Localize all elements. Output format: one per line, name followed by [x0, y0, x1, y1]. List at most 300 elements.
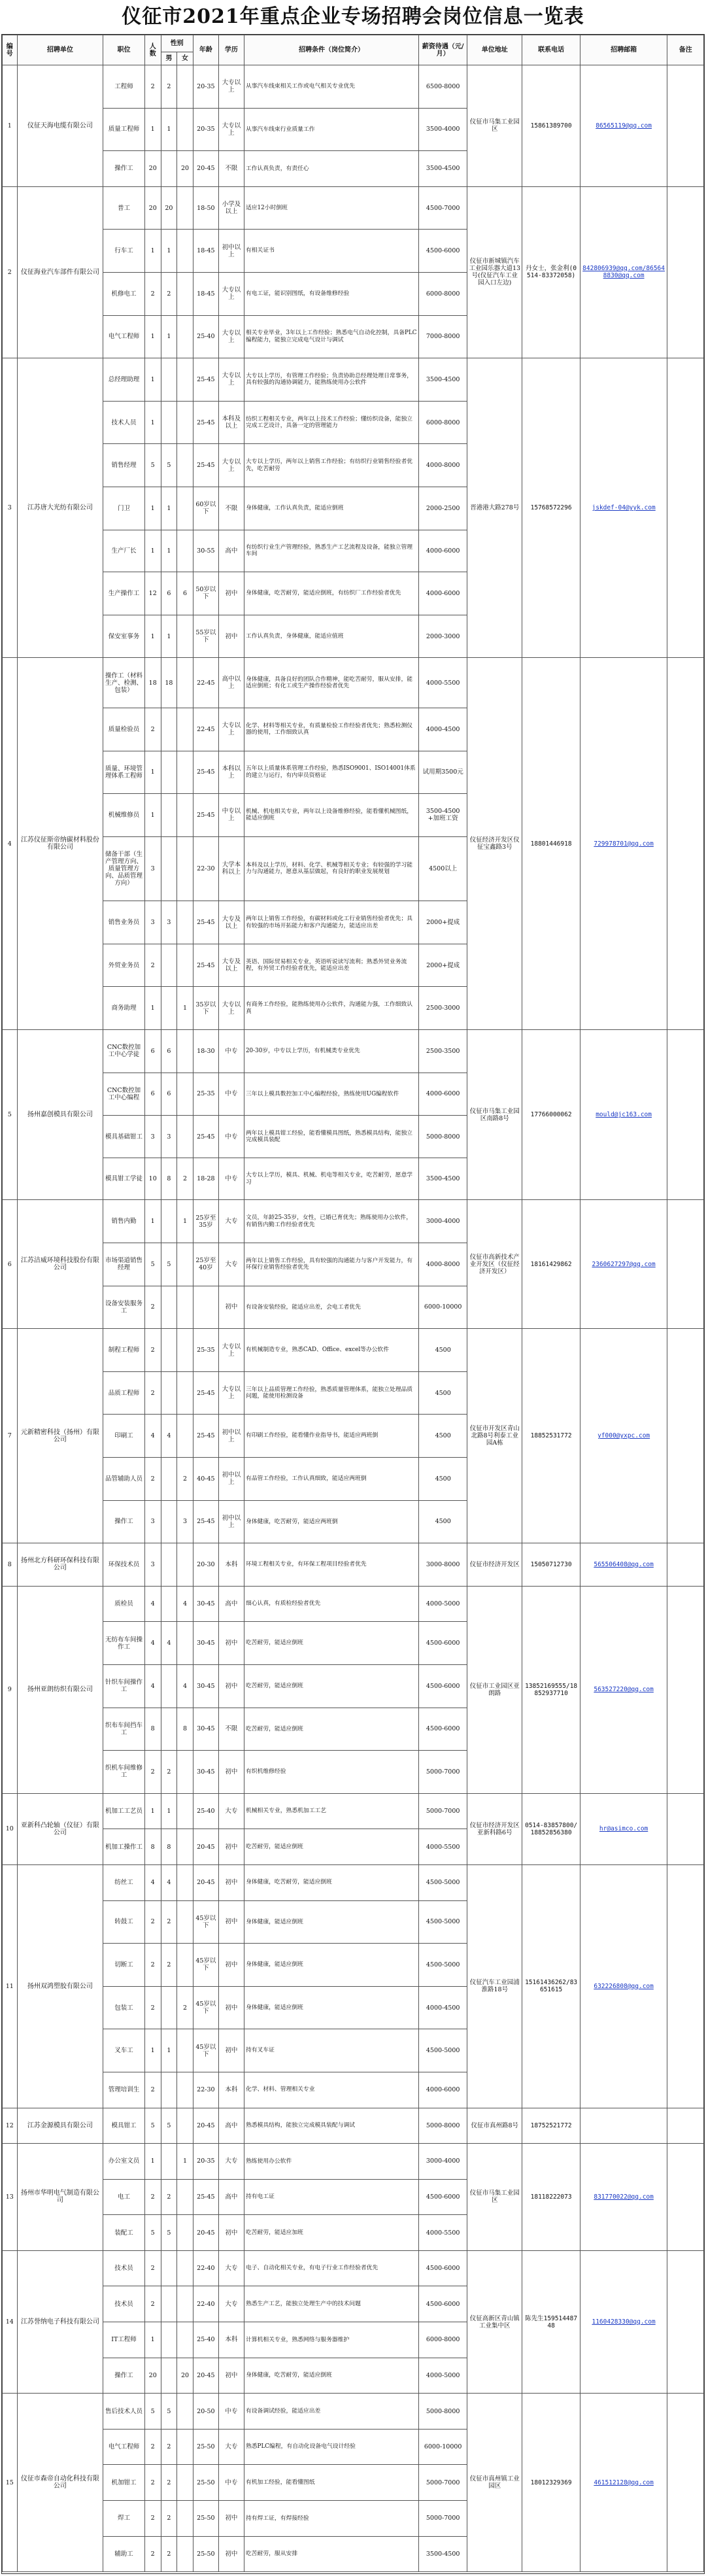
requirements-cell: 工作认真负责，身体健康，能适应值班	[244, 615, 418, 658]
remark-cell	[667, 2144, 704, 2251]
salary-cell: 4500-5000	[419, 1944, 467, 1987]
education-cell: 初中	[218, 572, 244, 615]
male-count-cell: 5	[161, 1243, 177, 1286]
female-count-cell	[177, 2322, 193, 2358]
remark-cell	[667, 1586, 704, 1793]
table-row	[3, 2144, 704, 2180]
education-cell: 初中以上	[218, 230, 244, 273]
company-address: 仪征市经济开发区	[467, 1543, 522, 1587]
education-cell: 大专以上	[218, 272, 244, 315]
female-count-cell	[177, 1116, 193, 1158]
age-cell: 18-30	[193, 1030, 218, 1073]
company-number: 6	[3, 1200, 18, 1329]
count-cell: 2	[144, 1751, 161, 1794]
age-cell: 55岁以下	[193, 615, 218, 658]
position-cell: 质检员	[103, 1586, 145, 1622]
male-count-cell: 1	[161, 2029, 177, 2072]
company-email-link[interactable]: 729978701@qq.com	[580, 658, 667, 1030]
count-cell: 1	[144, 2322, 161, 2358]
company-email-link[interactable]: hr@asimco.com	[580, 1793, 667, 1864]
salary-cell: 试用期3500元	[419, 751, 467, 794]
male-count-cell: 2	[161, 1900, 177, 1944]
salary-cell: 4500-5000	[419, 2029, 467, 2072]
position-cell: 质量、环境管理体系工程师	[103, 751, 145, 794]
male-count-cell: 5	[161, 2215, 177, 2251]
position-cell: 售后技术人员	[103, 2394, 145, 2430]
company-email-link[interactable]: 565506408@qq.com	[580, 1543, 667, 1587]
count-cell: 1	[144, 358, 161, 402]
education-cell: 不限	[218, 1708, 244, 1751]
age-cell: 25-45	[193, 1500, 218, 1543]
age-cell: 18-50	[193, 186, 218, 230]
male-count-cell: 2	[161, 2501, 177, 2537]
company-number: 8	[3, 1543, 18, 1587]
male-count-cell	[161, 1543, 177, 1587]
male-count-cell: 6	[161, 1030, 177, 1073]
male-count-cell	[161, 2322, 177, 2358]
male-count-cell	[161, 2072, 177, 2108]
salary-cell: 3500-4000	[419, 108, 467, 151]
header-company: 招聘单位	[17, 35, 103, 65]
male-count-cell	[161, 2286, 177, 2322]
requirements-cell: 有纺织行业生产管理经验，熟悉生产工艺流程及设备，能独立管理车间	[244, 530, 418, 572]
salary-cell: 3000-8000	[419, 1543, 467, 1587]
company-email-link[interactable]: 632226808@qq.com	[580, 1864, 667, 2108]
male-count-cell	[161, 1664, 177, 1708]
company-number: 2	[3, 186, 18, 358]
education-cell: 初中	[218, 1751, 244, 1794]
education-cell: 初中	[218, 1286, 244, 1329]
job-table	[2, 35, 704, 2572]
salary-cell: 5000-8000	[419, 2108, 467, 2144]
count-cell: 10	[144, 1158, 161, 1200]
salary-cell: 4000-8000	[419, 444, 467, 487]
position-cell: 织机车间维修工	[103, 1751, 145, 1794]
header-male: 男	[161, 52, 177, 65]
female-count-cell	[177, 1622, 193, 1665]
company-email-link[interactable]: jskdef-04@yyk.com	[580, 358, 667, 658]
count-cell: 18	[144, 658, 161, 708]
position-cell: 叉车工	[103, 2029, 145, 2072]
count-cell: 5	[144, 2215, 161, 2251]
company-email-link[interactable]: 461512128@qq.com	[580, 2394, 667, 2572]
company-number: 4	[3, 658, 18, 1030]
position-cell: 商务助理	[103, 987, 145, 1030]
age-cell: 25-50	[193, 2465, 218, 2501]
count-cell: 1	[144, 530, 161, 572]
position-cell: 总经理助理	[103, 358, 145, 402]
count-cell: 1	[144, 230, 161, 273]
count-cell: 2	[144, 1286, 161, 1329]
male-count-cell	[161, 987, 177, 1030]
education-cell: 大专以上	[218, 444, 244, 487]
male-count-cell: 3	[161, 1116, 177, 1158]
position-cell: 模具钳工学徒	[103, 1158, 145, 1200]
requirements-cell: 大专以上学历，两年以上销售工作经验；有纺织行业销售经验者优先，吃苦耐劳	[244, 444, 418, 487]
education-cell: 高中	[218, 1586, 244, 1622]
header-edu: 学历	[218, 35, 244, 65]
position-cell: 针织车间操作工	[103, 1664, 145, 1708]
age-cell: 22-40	[193, 2286, 218, 2322]
female-count-cell	[177, 2029, 193, 2072]
company-address: 晋港港大路278号	[467, 358, 522, 658]
count-cell: 3	[144, 901, 161, 944]
count-cell: 1	[144, 751, 161, 794]
company-email-link[interactable]	[580, 2108, 667, 2144]
position-cell: 设备安装服务工	[103, 1286, 145, 1329]
age-cell: 30-45	[193, 1664, 218, 1708]
count-cell: 20	[144, 2358, 161, 2394]
position-cell: 管理培训生	[103, 2072, 145, 2108]
requirements-cell: 两年以上销售工作经验，有碳材料或化工行业销售经验者优先；具有较强的市场开拓能力和客户沟通能力，能适应出差	[244, 901, 418, 944]
education-cell: 中专	[218, 1116, 244, 1158]
company-email-link[interactable]: 831770022@qq.com	[580, 2144, 667, 2251]
requirements-cell: 身体健康，能适应倒班	[244, 1900, 418, 1944]
education-cell: 初中	[218, 1622, 244, 1665]
female-count-cell	[177, 1751, 193, 1794]
table-row	[3, 1030, 704, 1073]
education-cell: 初中	[218, 2536, 244, 2572]
salary-cell: 4500-6000	[419, 2286, 467, 2322]
female-count-cell	[177, 186, 193, 230]
education-cell: 大专以上	[218, 1371, 244, 1415]
count-cell: 1	[144, 315, 161, 358]
salary-cell: 2500-3500	[419, 1030, 467, 1073]
salary-cell: 4000-6000	[419, 2072, 467, 2108]
requirements-cell: 有品管工作经验，工作认真细致，能适应两班倒	[244, 1458, 418, 1501]
company-email-link[interactable]: 1160428330@qq.com	[580, 2250, 667, 2393]
male-count-cell	[161, 751, 177, 794]
position-cell: 储备干部（生产管理方向、质量管理方向、品质管理方向）	[103, 836, 145, 901]
requirements-cell: 化学、材料等相关专业，有质量检验工作经验者优先；熟悉检测仪器的使用，工作细致认真	[244, 708, 418, 751]
requirements-cell: 身体健康，吃苦耐劳，能适应倒班	[244, 1864, 418, 1900]
education-cell: 大专以上	[218, 708, 244, 751]
male-count-cell	[161, 2144, 177, 2180]
position-cell: 质量工程师	[103, 108, 145, 151]
age-cell: 25-45	[193, 751, 218, 794]
male-count-cell	[161, 1200, 177, 1243]
company-number: 13	[3, 2144, 18, 2251]
company-email-link[interactable]: 86565119@qq.com	[580, 65, 667, 187]
position-cell: IT工程师	[103, 2322, 145, 2358]
requirements-cell: 英语、国际贸易相关专业，英语听说读写流利；熟悉外贸业务流程，有外贸工作经验者优先，能适应出差	[244, 944, 418, 987]
job-table-wrapper	[1, 34, 705, 2574]
age-cell: 25-45	[193, 358, 218, 402]
count-cell: 3	[144, 1500, 161, 1543]
position-cell: 行车工	[103, 230, 145, 273]
male-count-cell	[161, 1586, 177, 1622]
remark-cell	[667, 1200, 704, 1329]
male-count-cell	[161, 2358, 177, 2394]
female-count-cell: 3	[177, 1500, 193, 1543]
company-contact: 18161429862	[522, 1200, 580, 1329]
education-cell: 中专	[218, 1158, 244, 1200]
female-count-cell	[177, 272, 193, 315]
requirements-cell: 吃苦耐劳，能适应倒班	[244, 1708, 418, 1751]
table-row	[3, 1586, 704, 1622]
female-count-cell	[177, 2215, 193, 2251]
male-count-cell: 8	[161, 1158, 177, 1200]
position-cell: 普工	[103, 186, 145, 230]
company-address: 仪征市开发区青山北路8号利泰工业园A栋	[467, 1329, 522, 1543]
requirements-cell: 电子、自动化相关专业，有电子行业工作经验者优先	[244, 2250, 418, 2286]
age-cell: 20-45	[193, 1829, 218, 1865]
female-count-cell: 20	[177, 2358, 193, 2394]
salary-cell: 3500-4500	[419, 151, 467, 187]
education-cell: 大专及以上	[218, 944, 244, 987]
remark-cell	[667, 1030, 704, 1200]
position-cell: 市场渠道销售经理	[103, 1243, 145, 1286]
company-email-link[interactable]: 2360627297@qq.com	[580, 1200, 667, 1329]
age-cell: 25-40	[193, 1793, 218, 1829]
count-cell: 1	[144, 108, 161, 151]
female-count-cell	[177, 1371, 193, 1415]
table-row	[3, 65, 704, 109]
count-cell: 2	[144, 272, 161, 315]
position-cell: 纺丝工	[103, 1864, 145, 1900]
count-cell: 20	[144, 151, 161, 187]
company-contact: 18801446918	[522, 658, 580, 1030]
position-cell: 模具基础钳工	[103, 1116, 145, 1158]
requirements-cell: 身体健康，具备良好的团队合作精神，能吃苦耐劳，服从安排，能适应倒班；有化工或生产操作经验者优先	[244, 658, 418, 708]
count-cell: 2	[144, 2286, 161, 2322]
salary-cell: 6000-8000	[419, 401, 467, 444]
header-remark: 备注	[667, 35, 704, 65]
count-cell: 1	[144, 401, 161, 444]
requirements-cell: 有相关证书	[244, 230, 418, 273]
salary-cell: 4000-4500	[419, 708, 467, 751]
remark-cell	[667, 2394, 704, 2572]
position-cell: 机加钳工	[103, 2465, 145, 2501]
header-req: 招聘条件（岗位简介）	[244, 35, 418, 65]
requirements-cell: 持有叉车证	[244, 2029, 418, 2072]
male-count-cell	[161, 836, 177, 901]
requirements-cell: 文员，年龄25-35岁，女性，已婚已育优先；熟练使用办公软件，有销售内勤工作经验者优先	[244, 1200, 418, 1243]
table-row	[3, 2108, 704, 2144]
requirements-cell: 身体健康，吃苦耐劳，能适应两班倒	[244, 1500, 418, 1543]
position-cell: 装配工	[103, 2215, 145, 2251]
requirements-cell: 有设备安装经验，能适应出差，会电工者优先	[244, 1286, 418, 1329]
remark-cell	[667, 1793, 704, 1864]
age-cell: 20-30	[193, 1543, 218, 1587]
age-cell: 25-40	[193, 315, 218, 358]
count-cell: 2	[144, 708, 161, 751]
position-cell: 技术员	[103, 2286, 145, 2322]
education-cell: 大专以上	[218, 108, 244, 151]
age-cell	[193, 1286, 218, 1329]
salary-cell: 4500-6000	[419, 1708, 467, 1751]
female-count-cell	[177, 2072, 193, 2108]
company-number: 9	[3, 1586, 18, 1793]
education-cell: 初中	[218, 2029, 244, 2072]
age-cell: 25-45	[193, 901, 218, 944]
count-cell: 2	[144, 1458, 161, 1501]
female-count-cell	[177, 315, 193, 358]
company-contact: 陈先生15951448748	[522, 2250, 580, 2393]
education-cell: 初中以上	[218, 1500, 244, 1543]
education-cell: 大专	[218, 1200, 244, 1243]
age-cell: 18-28	[193, 1158, 218, 1200]
header-address: 单位地址	[467, 35, 522, 65]
education-cell: 大专	[218, 2429, 244, 2465]
age-cell: 45岁以下	[193, 2029, 218, 2072]
count-cell: 1	[144, 615, 161, 658]
female-count-cell	[177, 1073, 193, 1116]
salary-cell: 2000-2500	[419, 487, 467, 530]
age-cell: 20-35	[193, 108, 218, 151]
salary-cell: 3500-4500+加班工资	[419, 794, 467, 837]
company-contact: 18118222073	[522, 2144, 580, 2251]
requirements-cell: 熟悉模具结构，能独立完成模具装配与调试	[244, 2108, 418, 2144]
education-cell: 高中以上	[218, 658, 244, 708]
education-cell: 中专	[218, 2465, 244, 2501]
table-row	[3, 186, 704, 230]
age-cell: 35岁以下	[193, 987, 218, 1030]
age-cell: 50岁以下	[193, 572, 218, 615]
company-address: 仪征市真州路8号	[467, 2108, 522, 2144]
salary-cell: 2000-3000	[419, 615, 467, 658]
count-cell: 2	[144, 1900, 161, 1944]
salary-cell: 4000-8000	[419, 1243, 467, 1286]
company-name: 江苏金源模具有限公司	[17, 2108, 103, 2144]
education-cell: 初中	[218, 1986, 244, 2029]
company-contact: 15050712730	[522, 1543, 580, 1587]
position-cell: 转鼓工	[103, 1900, 145, 1944]
salary-cell: 4000-5500	[419, 2215, 467, 2251]
age-cell: 60岁以下	[193, 487, 218, 530]
requirements-cell: 持有焊工证，有焊接经验	[244, 2501, 418, 2537]
salary-cell: 4000-6000	[419, 530, 467, 572]
requirements-cell: 工作认真负责，有责任心	[244, 151, 418, 187]
count-cell: 2	[144, 1329, 161, 1372]
table-body	[3, 65, 704, 2572]
male-count-cell: 1	[161, 1793, 177, 1829]
age-cell: 18-45	[193, 230, 218, 273]
male-count-cell: 2	[161, 1751, 177, 1794]
requirements-cell: 熟练使用办公软件	[244, 2144, 418, 2180]
company-email-link[interactable]: 563527220@qq.com	[580, 1586, 667, 1793]
position-cell: 办公室文员	[103, 2144, 145, 2180]
requirements-cell: 细心认真，有质检经验者优先	[244, 1586, 418, 1622]
company-address: 仪征市真州镇工业园区	[467, 2394, 522, 2572]
company-number: 14	[3, 2250, 18, 2393]
female-count-cell	[177, 530, 193, 572]
salary-cell: 6000-10000	[419, 2429, 467, 2465]
salary-cell: 4500以上	[419, 836, 467, 901]
requirements-cell: 身体健康，吃苦耐劳，能适应倒班	[244, 2358, 418, 2394]
male-count-cell: 2	[161, 272, 177, 315]
education-cell: 初中以上	[218, 1415, 244, 1458]
count-cell: 3	[144, 1543, 161, 1587]
age-cell: 30-45	[193, 1751, 218, 1794]
position-cell: 电气工程师	[103, 2429, 145, 2465]
table-row	[3, 1329, 704, 1372]
age-cell: 22-30	[193, 2072, 218, 2108]
requirements-cell: 五年以上质量体系管理工作经验，熟悉ISO9001、ISO14001体系的建立与运行，有内审员资格证	[244, 751, 418, 794]
count-cell: 1	[144, 987, 161, 1030]
female-count-cell	[177, 708, 193, 751]
salary-cell: 6000-10000	[419, 1286, 467, 1329]
position-cell: 电气工程师	[103, 315, 145, 358]
position-cell: 织布车间挡车工	[103, 1708, 145, 1751]
company-email-link[interactable]: yf000@yxpc.com	[580, 1329, 667, 1543]
salary-cell: 6000-8000	[419, 272, 467, 315]
education-cell: 初中	[218, 2358, 244, 2394]
company-name: 扬州嘉创模具有限公司	[17, 1030, 103, 1200]
company-address: 仪征市新城镇汽车工业园乐器大道13号(仪征汽车工业园入口左边)	[467, 186, 522, 358]
requirements-cell: 有织机维修经验	[244, 1751, 418, 1794]
position-cell: 操作工	[103, 1500, 145, 1543]
male-count-cell	[161, 1458, 177, 1501]
table-row	[3, 2394, 704, 2430]
female-count-cell	[177, 1543, 193, 1587]
company-contact: 丹女士，张金利(0514-83372058)	[522, 186, 580, 358]
remark-cell	[667, 2250, 704, 2393]
count-cell: 4	[144, 1864, 161, 1900]
female-count-cell	[177, 2536, 193, 2572]
count-cell: 2	[144, 2179, 161, 2215]
position-cell: 操作工	[103, 2358, 145, 2394]
position-cell: 模具钳工	[103, 2108, 145, 2144]
female-count-cell	[177, 2465, 193, 2501]
count-cell: 2	[144, 2072, 161, 2108]
company-address: 仪征市马集工业园区	[467, 2144, 522, 2251]
female-count-cell	[177, 615, 193, 658]
male-count-cell: 3	[161, 901, 177, 944]
position-cell: 工程师	[103, 65, 145, 109]
male-count-cell: 20	[161, 186, 177, 230]
position-cell: 销售经理	[103, 444, 145, 487]
header-salary: 薪资待遇（元/月）	[419, 35, 467, 65]
age-cell: 18-45	[193, 272, 218, 315]
education-cell: 大专以上	[218, 65, 244, 109]
position-cell: 保安室事务	[103, 615, 145, 658]
company-email-link[interactable]: 842806939@qq.com/865648830@qq.com	[580, 186, 667, 358]
salary-cell: 3500-4500	[419, 2536, 467, 2572]
requirements-cell: 身体健康，工作认真负责，能适应倒班	[244, 487, 418, 530]
education-cell: 大专	[218, 1793, 244, 1829]
salary-cell: 4500-6000	[419, 1622, 467, 1665]
position-cell: 操作工	[103, 151, 145, 187]
female-count-cell	[177, 901, 193, 944]
requirements-cell: 大专以上学历，模具、机械、机电等相关专业，吃苦耐劳，愿意学习	[244, 1158, 418, 1200]
remark-cell	[667, 1543, 704, 1587]
education-cell: 本科	[218, 2322, 244, 2358]
requirements-cell: 大专以上学历，有管理工作经验；负责协助总经理处理日常事务，具有较强的沟通协调能力，能熟练使用办公软件	[244, 358, 418, 402]
female-count-cell	[177, 401, 193, 444]
requirements-cell: 环境工程相关专业，有环保工程项目经验者优先	[244, 1543, 418, 1587]
remark-cell	[667, 2108, 704, 2144]
male-count-cell	[161, 2250, 177, 2286]
company-address: 仪征汽车工业园浦淮路18号	[467, 1864, 522, 2108]
age-cell: 25-35	[193, 1073, 218, 1116]
female-count-cell	[177, 2108, 193, 2144]
age-cell: 22-45	[193, 658, 218, 708]
remark-cell	[667, 65, 704, 187]
male-count-cell	[161, 1986, 177, 2029]
education-cell: 中专以上	[218, 794, 244, 837]
count-cell: 1	[144, 1200, 161, 1243]
salary-cell: 6500-8000	[419, 65, 467, 109]
salary-cell: 4000-6000	[419, 572, 467, 615]
company-email-link[interactable]: mould@jc163.com	[580, 1030, 667, 1200]
education-cell: 高中	[218, 530, 244, 572]
male-count-cell	[161, 151, 177, 187]
female-count-cell: 6	[177, 572, 193, 615]
female-count-cell	[177, 1243, 193, 1286]
requirements-cell: 有机加工经验，能看懂图纸	[244, 2465, 418, 2501]
table-row	[3, 1864, 704, 1900]
